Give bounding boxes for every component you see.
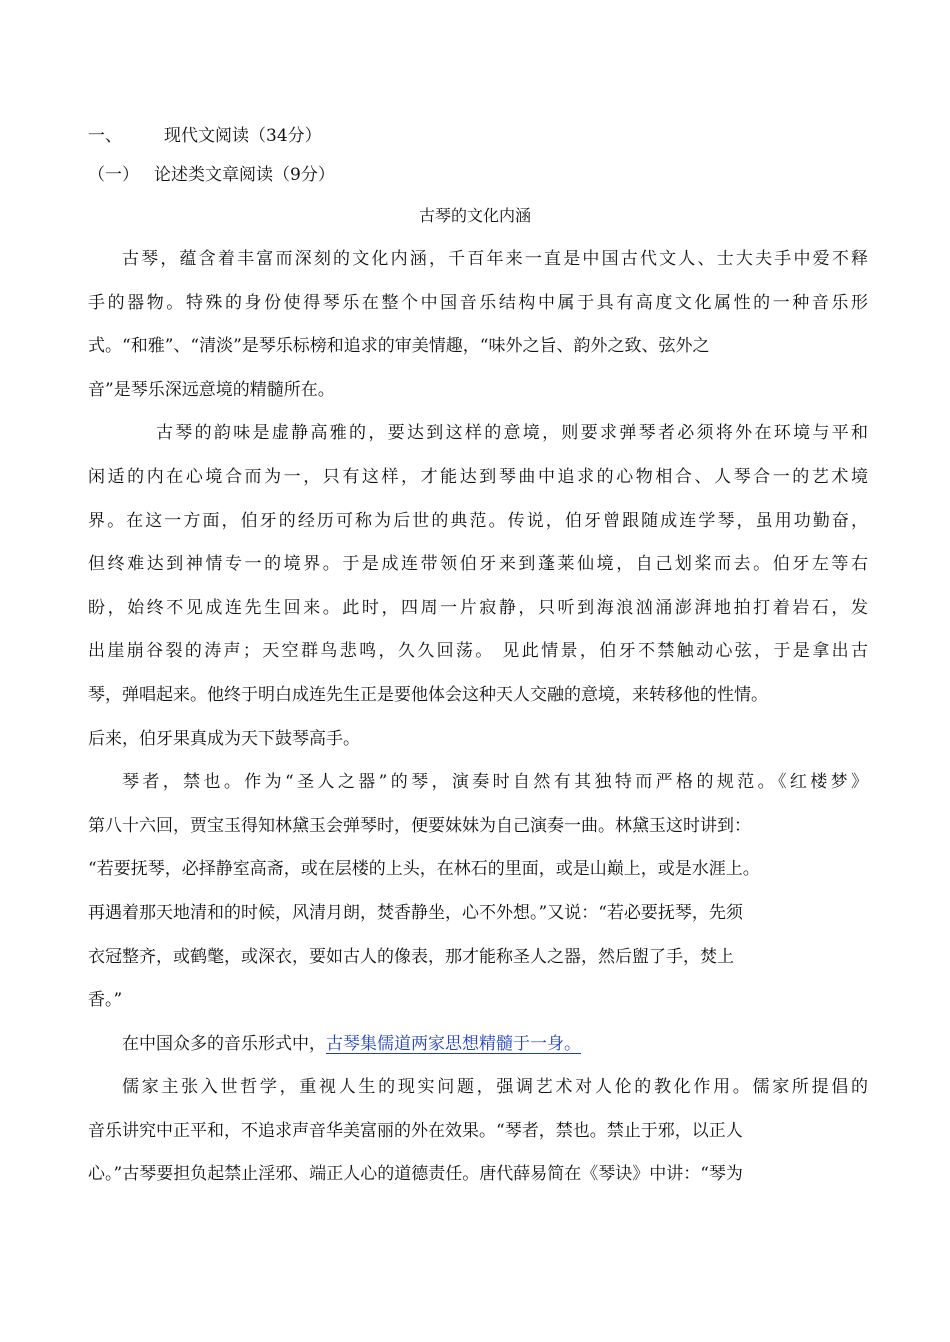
- text-line: 香。”: [88, 990, 123, 1011]
- text-line: 音”是琴乐深远意境的精髓所在。: [88, 379, 335, 400]
- text-line: 再遇着那天地清和的时候，风清月朗，焚香静坐，心不外想。”又说：“若必要抚琴，先须: [88, 902, 743, 923]
- article-title: 古琴的文化内涵: [418, 206, 531, 225]
- text-line: 心。”古琴要担负起禁止淫邪、端正人心的道德责任。唐代薛易简在《琴诀》中讲：“琴为: [88, 1164, 743, 1185]
- section-number: 一、: [88, 126, 122, 146]
- subsection-heading: [88, 163, 335, 187]
- section-title: 现代文阅读（34分）: [164, 126, 322, 146]
- subsection-title: 论述类文章阅读（9分）: [154, 165, 335, 185]
- text-line: 第八十六回，贾宝玉得知林黛玉会弹琴时，便要妹妹为自己演奏一曲。林黛玉这时讲到：: [88, 815, 751, 836]
- text-line: 盼，始终不见成连先生回来。此时，四周一片寂静，只听到海浪汹涌澎湃地拍打着岩石，发: [88, 597, 868, 618]
- text-line: 古琴的韵味是虚静高雅的，要达到这样的意境，则要求弹琴者必须将外在环境与平和: [156, 423, 868, 444]
- text-line: “若要抚琴，必择静室高斋，或在层楼的上头，在林石的里面，或是山巅上，或是水涯上。: [88, 859, 760, 880]
- text-line: 琴，弹唱起来。他终于明白成连先生正是要他体会这种天人交融的意境，来转移他的性情。: [88, 684, 768, 705]
- text-line: 儒家主张入世哲学，重视人生的现实问题，强调艺术对人伦的教化作用。儒家所提倡的: [122, 1077, 868, 1098]
- text-line: 出崖崩谷裂的涛声；天空群鸟悲鸣，久久回荡。 见此情景，伯牙不禁触动心弦，于是拿出古: [88, 641, 868, 662]
- text-line: 式。“和雅”、“清淡”是琴乐标榜和追求的审美情趣，“味外之旨、韵外之致、弦外之: [88, 336, 710, 357]
- text-line: 衣冠整齐，或鹤氅，或深衣，要如古人的像表，那才能称圣人之器，然后盥了手，焚上: [88, 946, 734, 967]
- article-body: [88, 238, 868, 1197]
- text-line: [88, 1023, 868, 1067]
- text-line: 手的器物。特殊的身份使得琴乐在整个中国音乐结构中属于具有高度文化属性的一种音乐形: [88, 292, 868, 313]
- text-line: 但终难达到神情专一的境界。于是成连带领伯牙来到蓬莱仙境，自己划桨而去。伯牙左等右: [88, 554, 868, 575]
- text-line: 音乐讲究中正平和，不追求声音华美富丽的外在效果。“琴者，禁也。禁止于邪，以正人: [88, 1120, 743, 1141]
- highlighted-link-text[interactable]: 古琴集儒道两家思想精髓于一身。: [326, 1033, 581, 1054]
- text-line: 闲适的内在心境合而为一，只有这样，才能达到琴曲中追求的心物相合、人琴合一的艺术境: [88, 466, 868, 487]
- subsection-number: （一）: [88, 165, 139, 185]
- section-heading: [88, 124, 322, 148]
- text-line: 古琴，蕴含着丰富而深刻的文化内涵，千百年来一直是中国古代文人、士大夫手中爱不释: [122, 249, 868, 269]
- text-line: 后来，伯牙果真成为天下鼓琴高手。: [88, 728, 360, 749]
- text-line: 琴者，禁也。作为“圣人之器”的琴，演奏时自然有其独特而严格的规范。《红楼梦》: [122, 772, 868, 793]
- text-fragment: 在中国众多的音乐形式中，: [122, 1033, 326, 1054]
- text-line: 界。在这一方面，伯牙的经历可称为后世的典范。传说，伯牙曾跟随成连学琴，虽用功勤奋，: [88, 510, 868, 531]
